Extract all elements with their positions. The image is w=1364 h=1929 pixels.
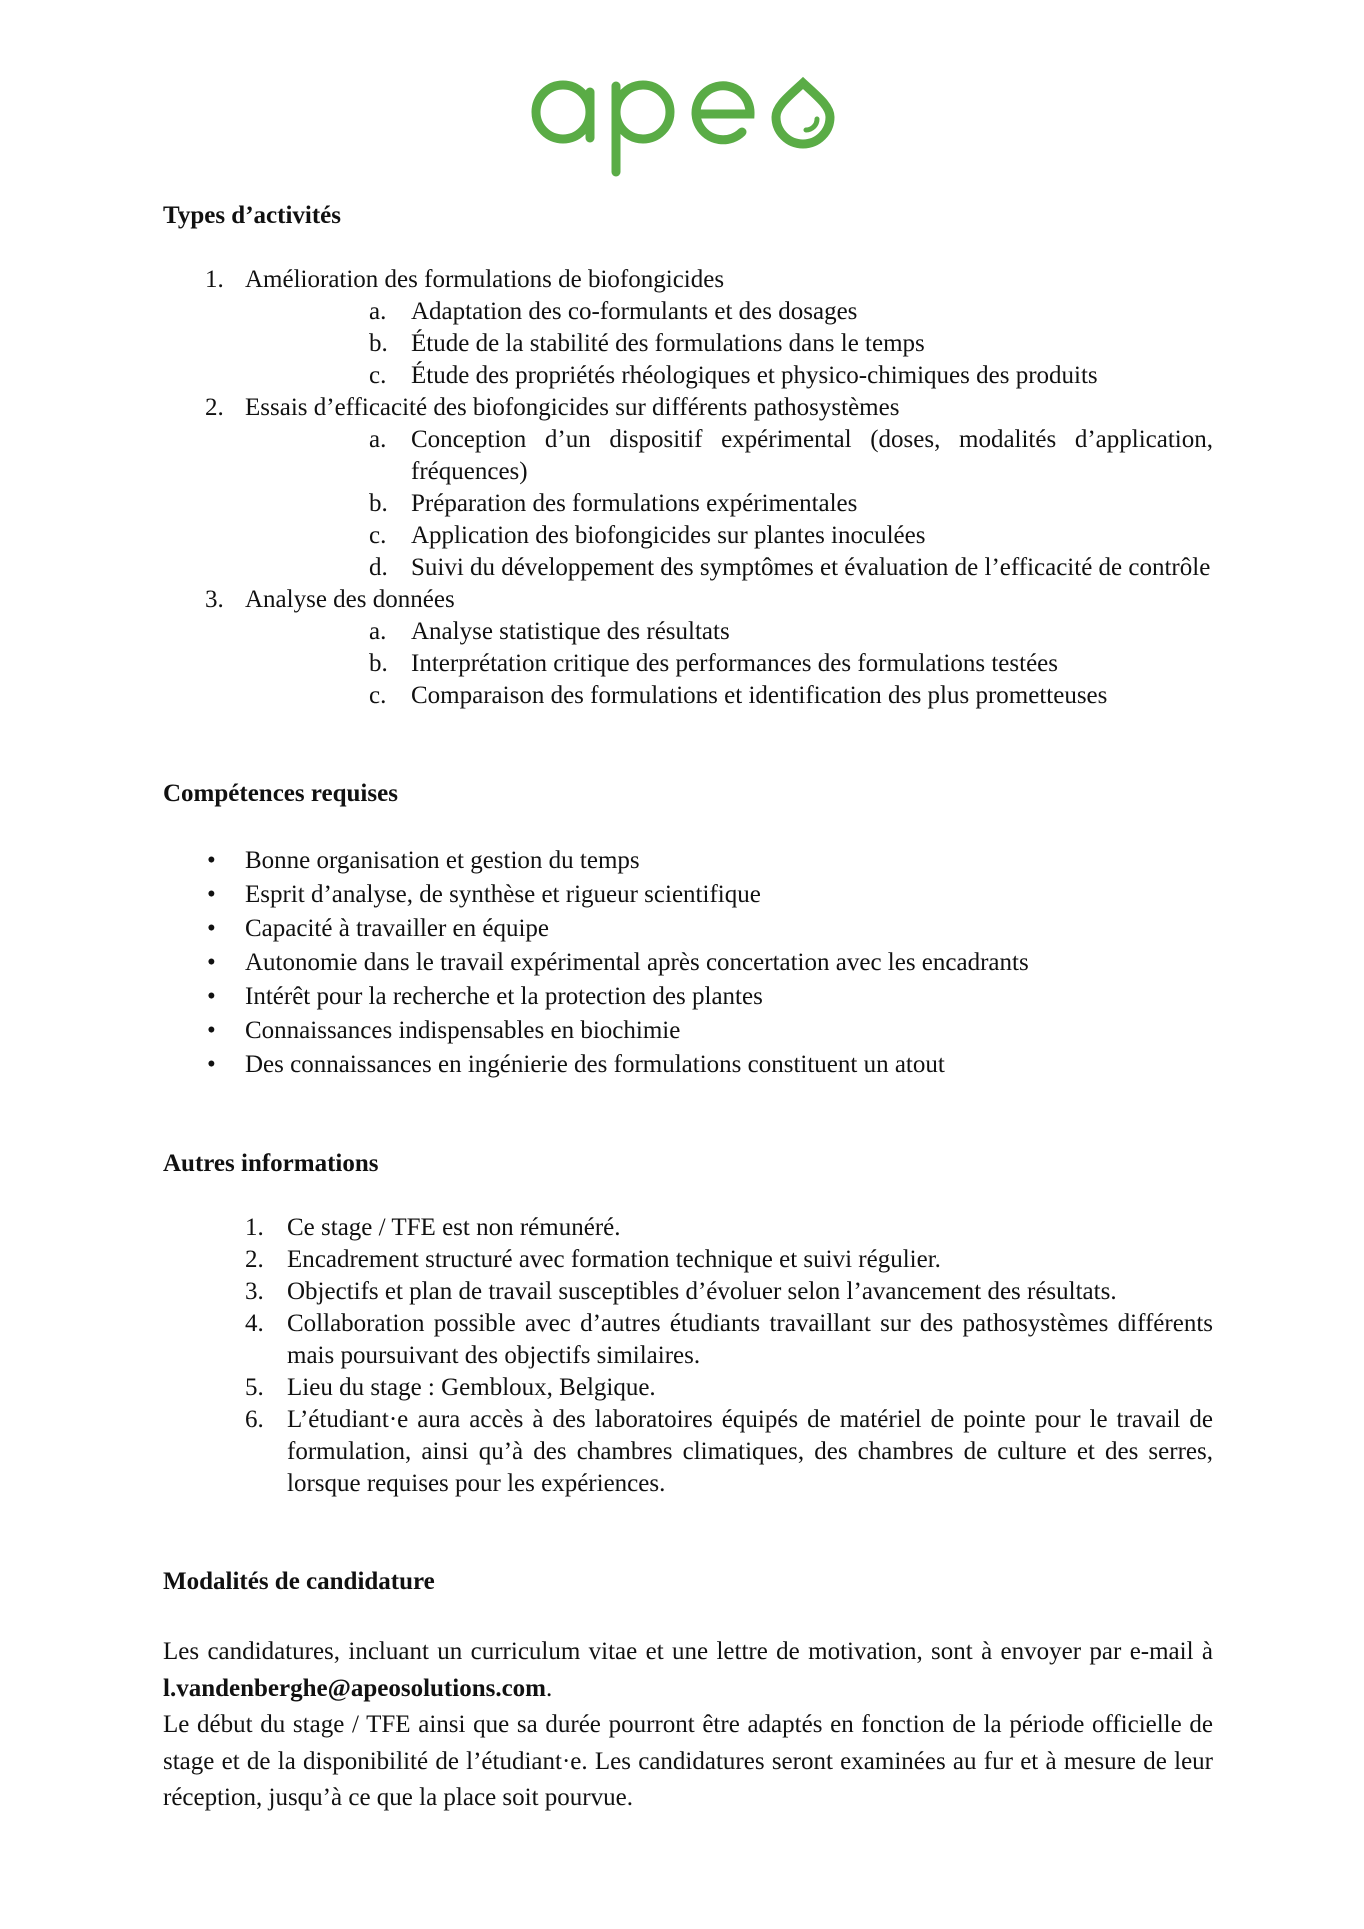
- activity-sublist: [245, 616, 1213, 712]
- skill-text: Des connaissances en ingénierie des formulations constituent un atout: [245, 1051, 945, 1078]
- list-number: 1.: [245, 1214, 264, 1241]
- bullet-icon: •: [207, 847, 216, 874]
- list-letter: b.: [369, 490, 388, 517]
- list-number: 1.: [205, 266, 224, 293]
- bullet-icon: •: [207, 881, 216, 908]
- info-item: [163, 1212, 1213, 1244]
- activity-subitem: [245, 424, 1213, 488]
- activity-sublist: [245, 424, 1213, 584]
- apeo-logo: [530, 72, 836, 182]
- list-number: 5.: [245, 1374, 264, 1401]
- activity-subitem: [245, 520, 1213, 552]
- skill-item: [163, 844, 1213, 878]
- list-letter: a.: [369, 618, 387, 645]
- list-number: 3.: [205, 586, 224, 613]
- other-info-list: [163, 1212, 1213, 1500]
- info-text: Encadrement structuré avec formation technique et suivi régulier.: [287, 1246, 941, 1273]
- info-text: Objectifs et plan de travail susceptibles d’évoluer selon l’avancement des résultats.: [287, 1278, 1117, 1305]
- info-text: Ce stage / TFE est non rémunéré.: [287, 1214, 621, 1241]
- list-letter: c.: [369, 522, 387, 549]
- activity-subitem-text: Suivi du développement des symptômes et évaluation de l’efficacité de contrôle: [411, 554, 1211, 581]
- skill-item: [163, 946, 1213, 980]
- skill-text: Bonne organisation et gestion du temps: [245, 847, 640, 874]
- list-number: 2.: [245, 1246, 264, 1273]
- activity-subitem: [245, 680, 1213, 712]
- info-item: [163, 1244, 1213, 1276]
- bullet-icon: •: [207, 949, 216, 976]
- list-number: 4.: [245, 1310, 264, 1337]
- bullet-icon: •: [207, 1017, 216, 1044]
- application-paragraph-1: Les candidatures, incluant un curriculum vitae et une lettre de motivation, sont à envoyer par e-mail à l.vandenberghe@apeosolutions.com.: [163, 1638, 1213, 1702]
- info-item: [163, 1372, 1213, 1404]
- activity-item: [163, 392, 1213, 584]
- list-letter: a.: [369, 426, 387, 453]
- document-body: [163, 200, 1213, 1817]
- activity-subitem: [245, 296, 1213, 328]
- activity-subitem: [245, 648, 1213, 680]
- skill-item: [163, 912, 1213, 946]
- activity-text: Essais d’efficacité des biofongicides sur différents pathosystèmes: [245, 394, 900, 421]
- activity-subitem-text: Application des biofongicides sur plantes inoculées: [411, 522, 926, 549]
- section-title-application: Modalités de candidature: [163, 1568, 435, 1595]
- skill-text: Connaissances indispensables en biochimie: [245, 1017, 681, 1044]
- skill-item: [163, 980, 1213, 1014]
- activity-item: [163, 264, 1213, 392]
- info-text: Collaboration possible avec d’autres étudiants travaillant sur des pathosystèmes différents mais poursuivant des objectifs similaires.: [287, 1310, 1213, 1369]
- skill-item: [163, 1014, 1213, 1048]
- activity-subitem: [245, 488, 1213, 520]
- info-item: [163, 1308, 1213, 1372]
- list-number: 6.: [245, 1406, 264, 1433]
- skill-text: Autonomie dans le travail expérimental après concertation avec les encadrants: [245, 949, 1029, 976]
- application-text: [163, 1634, 1213, 1817]
- info-text: L’étudiant·e aura accès à des laboratoires équipés de matériel de pointe pour le travail de formulation, ainsi qu’à des chambres climatiques, des chambres de culture et des serres, lorsque requises pour les expériences.: [287, 1406, 1213, 1497]
- skill-item: [163, 1048, 1213, 1082]
- skill-item: [163, 878, 1213, 912]
- activity-subitem-text: Conception d’un dispositif expérimental (doses, modalités d’application, fréquences): [411, 426, 1213, 485]
- skill-text: Intérêt pour la recherche et la protection des plantes: [245, 983, 763, 1010]
- activities-list: [163, 264, 1213, 712]
- activity-subitem: [245, 360, 1213, 392]
- list-letter: b.: [369, 650, 388, 677]
- activity-subitem-text: Interprétation critique des performances des formulations testées: [411, 650, 1058, 677]
- list-number: 2.: [205, 394, 224, 421]
- activity-subitem: [245, 552, 1213, 584]
- activity-subitem-text: Préparation des formulations expérimentales: [411, 490, 858, 517]
- list-letter: c.: [369, 362, 387, 389]
- activity-sublist: [245, 296, 1213, 392]
- activity-subitem: [245, 328, 1213, 360]
- bullet-icon: •: [207, 983, 216, 1010]
- list-letter: a.: [369, 298, 387, 325]
- section-title-other-info: Autres informations: [163, 1150, 379, 1177]
- list-letter: d.: [369, 554, 388, 581]
- activity-subitem-text: Comparaison des formulations et identification des plus prometteuses: [411, 682, 1108, 709]
- activity-text: Amélioration des formulations de biofongicides: [245, 266, 725, 293]
- info-text: Lieu du stage : Gembloux, Belgique.: [287, 1374, 656, 1401]
- list-number: 3.: [245, 1278, 264, 1305]
- bullet-icon: •: [207, 915, 216, 942]
- list-letter: c.: [369, 682, 387, 709]
- info-item: [163, 1404, 1213, 1500]
- skill-text: Capacité à travailler en équipe: [245, 915, 550, 942]
- activity-item: [163, 584, 1213, 712]
- skill-text: Esprit d’analyse, de synthèse et rigueur scientifique: [245, 881, 761, 908]
- skills-list: [163, 844, 1213, 1082]
- list-letter: b.: [369, 330, 388, 357]
- activity-subitem: [245, 616, 1213, 648]
- bullet-icon: •: [207, 1051, 216, 1078]
- activity-subitem-text: Étude de la stabilité des formulations dans le temps: [411, 330, 925, 357]
- activity-subitem-text: Adaptation des co-formulants et des dosages: [411, 298, 858, 325]
- application-paragraph-2: Le début du stage / TFE ainsi que sa durée pourront être adaptés en fonction de la période officielle de stage et de la disponibilité de l’étudiant·e. Les candidatures seront examinées au fur et à mesure de leur réception, jusqu’à ce que la place soit pourvue.: [163, 1711, 1213, 1811]
- info-item: [163, 1276, 1213, 1308]
- section-title-activities: Types d’activités: [163, 202, 341, 229]
- activity-subitem-text: Analyse statistique des résultats: [411, 618, 730, 645]
- contact-email[interactable]: l.vandenberghe@apeosolutions.com: [163, 1674, 547, 1702]
- section-title-skills: Compétences requises: [163, 780, 398, 807]
- activity-text: Analyse des données: [245, 586, 455, 613]
- activity-subitem-text: Étude des propriétés rhéologiques et physico-chimiques des produits: [411, 362, 1098, 389]
